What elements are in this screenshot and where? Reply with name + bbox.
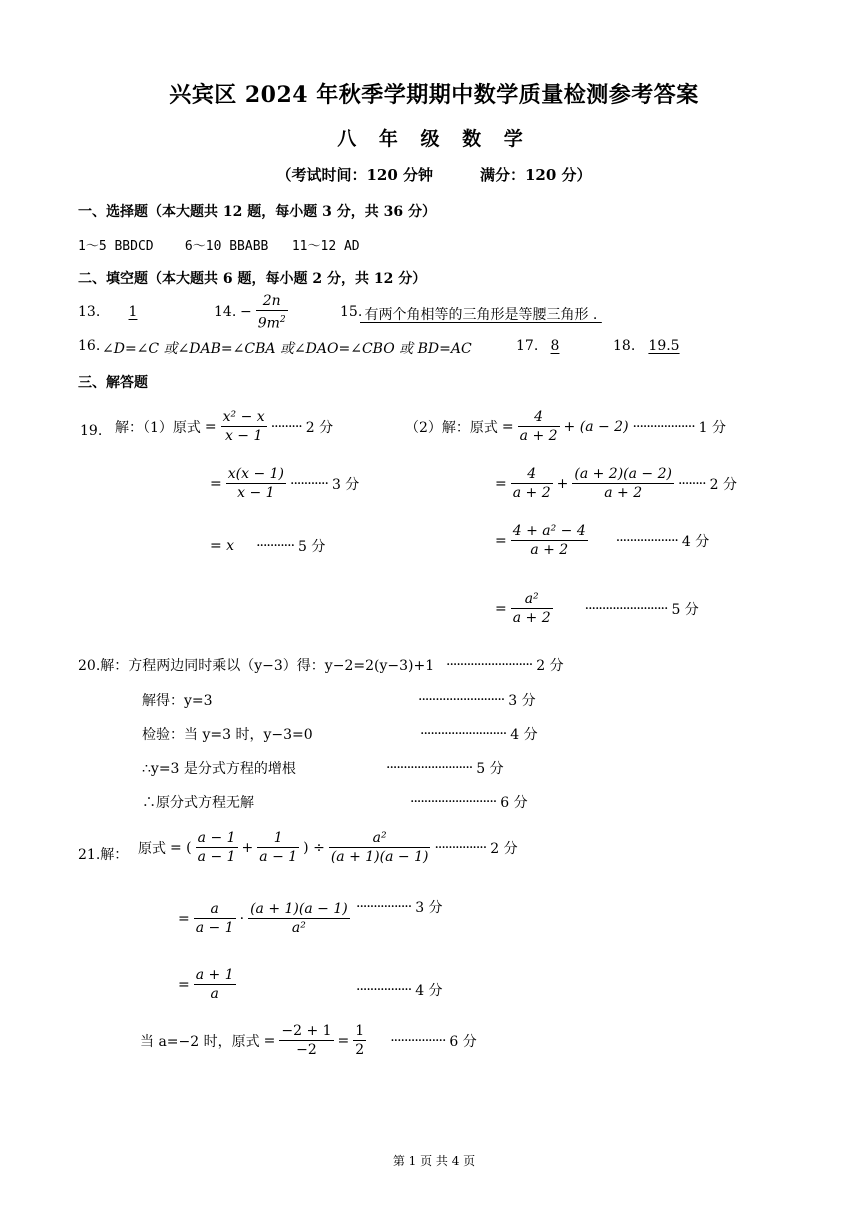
q21-score2: ················ 3 分 (356, 899, 443, 916)
q19-p1-step2: = $\frac{x(x - 1)}{x - 1}$ ··········· 3 分 (210, 466, 360, 501)
q14-label: 14. (214, 304, 237, 320)
q20-line1: 20.解：方程两边同时乘以（y−3）得：y−2=2(y−3)+1 (78, 658, 435, 674)
q21-step1: 原式 = ( $\frac{a - 1}{a - 1}$ + $\frac{1}{a - 1}$ ) ÷ $\frac{\text{a²}}{(a + 1)(a - 1)}$ ··············· 2 分 (138, 830, 518, 865)
q21-step2: = $\frac{a}{a - 1}$ · $\frac{(a + 1)(a - 1)}{\text{a²}}$ (178, 901, 348, 936)
q19-p2-step4: = $\frac{\text{a²}}{a + 2}$ ························ 5 分 (495, 591, 699, 626)
choice-answers: 1～5 BBDCD 6～10 BBABB 11～12 AD (78, 239, 360, 254)
q16-answer: ∠D=∠C 或∠DAB=∠CBA 或∠DAO=∠CBO 或 BD=AC (102, 341, 472, 357)
q21-step4: 当 a=−2 时，原式 = $\frac{-2 + 1}{-2}$ = $\frac{1}{2}$ ················ 6 分 (140, 1023, 477, 1058)
q21-score3: ················ 4 分 (356, 982, 443, 999)
q16-label: 16. (78, 338, 101, 354)
q18-answer: 19.5 (648, 338, 680, 354)
q19-p1-step1: 解：（1）原式 = $\frac{\text{x² − x}}{x - 1}$ ········· 2 分 (115, 409, 334, 444)
q20-score1: ························· 2 分 (446, 657, 564, 674)
q13-label: 13. (78, 304, 101, 320)
q15-label: 15. (340, 304, 363, 320)
q18-label: 18. (613, 338, 636, 354)
q19-label: 19. (80, 423, 103, 439)
q20-line3: 检验：当 y=3 时，y−3=0 (142, 727, 313, 743)
q20-line2: 解得：y=3 (142, 693, 213, 709)
section2-heading: 二、填空题（本大题共 6 题，每小题 2 分，共 12 分） (78, 271, 427, 287)
q20-score3: ························· 4 分 (420, 726, 538, 743)
q19-p2-step2: = $\frac{4}{a + 2}$ + $\frac{(a + 2)(a - 2)}{a + 2}$ ········ 2 分 (495, 466, 737, 501)
section1-heading: 一、选择题（本大题共 12 题，每小题 3 分，共 36 分） (78, 204, 436, 220)
q13-answer: 1 (128, 304, 138, 320)
exam-info: （考试时间：120 分钟 满分：120 分） (276, 166, 592, 184)
q21-step3: = $\frac{a + 1}{a}$ (178, 967, 234, 1002)
q20-score4: ························· 5 分 (386, 760, 504, 777)
page-title: 兴宾区 2024 年秋季学期期中数学质量检测参考答案 (169, 82, 699, 108)
section3-heading: 三、解答题 (78, 375, 148, 391)
page-number: 第 1 页 共 4 页 (392, 1154, 476, 1168)
q20-score5: ························· 6 分 (410, 794, 528, 811)
q17-answer: 8 (550, 338, 560, 354)
q21-label: 21.解： (78, 847, 129, 863)
q20-line5: ∴原分式方程无解 (142, 795, 254, 811)
minus-sign: − (240, 304, 252, 321)
page-subtitle: 八 年 级 数 学 (337, 128, 531, 150)
q19-p2-step3: = $\frac{\text{4 + a² − 4}}{a + 2}$ ·················· 4 分 (495, 523, 710, 558)
q17-label: 17. (516, 338, 539, 354)
q19-p1-step3: = x ··········· 5 分 (210, 538, 326, 555)
q20-score2: ························· 3 分 (418, 692, 536, 709)
q14-fraction: $\frac{2n}{9m^2}$ (257, 293, 286, 332)
q19-p2-step1: （2）解：原式 = $\frac{4}{a + 2}$ + (a − 2) ·················· 1 分 (405, 409, 727, 444)
q15-answer: 有两个角相等的三角形是等腰三角形 . (360, 307, 602, 323)
q20-line4: ∴y=3 是分式方程的增根 (142, 761, 296, 777)
q14-answer (240, 292, 288, 333)
